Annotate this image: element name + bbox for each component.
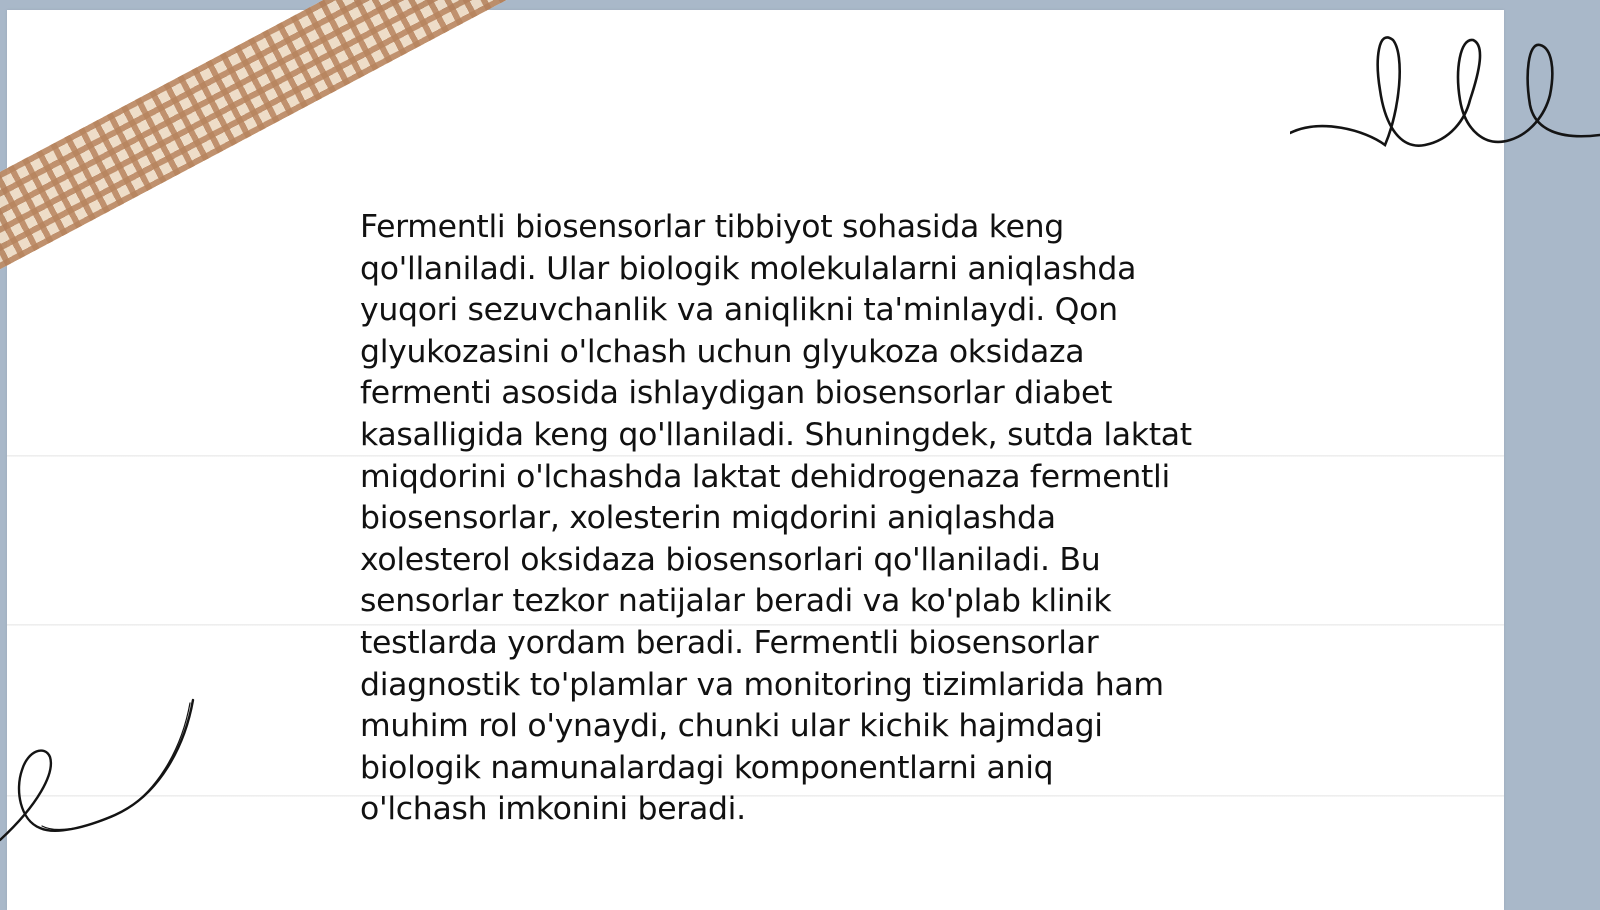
- paragraph-line: biosensorlar, xolesterin miqdorini aniqlashda: [360, 500, 1056, 537]
- paragraph-line: kasalligida keng qo'llaniladi. Shuningdek, sutda laktat: [360, 416, 1192, 453]
- paragraph-line: biologik namunalardagi komponentlarni aniq: [360, 749, 1054, 786]
- paragraph-line: testlarda yordam beradi. Fermentli biosensorlar: [360, 624, 1099, 661]
- paragraph-line: diagnostik to'plamlar va monitoring tizimlarida ham: [360, 666, 1164, 703]
- check-swash-doodle: [0, 695, 200, 855]
- paragraph-line: xolesterol oksidaza biosensorlari qo'llaniladi. Bu: [360, 541, 1101, 578]
- loop-squiggle-doodle: [1290, 30, 1600, 170]
- paragraph-line: miqdorini o'lchashda laktat dehidrogenaza fermentli: [360, 458, 1170, 495]
- paragraph-line: glyukozasini o'lchash uchun glyukoza oksidaza: [360, 333, 1085, 370]
- body-paragraph: [360, 207, 1240, 831]
- paragraph-line: qo'llaniladi. Ular biologik molekulalarni aniqlashda: [360, 250, 1137, 287]
- paragraph-line: sensorlar tezkor natijalar beradi va ko'plab klinik: [360, 583, 1112, 620]
- paragraph-line: fermenti asosida ishlaydigan biosensorlar diabet: [360, 375, 1113, 412]
- paragraph-line: o'lchash imkonini beradi.: [360, 791, 746, 828]
- paragraph-line: Fermentli biosensorlar tibbiyot sohasida keng: [360, 209, 1065, 245]
- paragraph-line: yuqori sezuvchanlik va aniqlikni ta'minlaydi. Qon: [360, 292, 1118, 329]
- paragraph-line: muhim rol o'ynaydi, chunki ular kichik hajmdagi: [360, 708, 1103, 745]
